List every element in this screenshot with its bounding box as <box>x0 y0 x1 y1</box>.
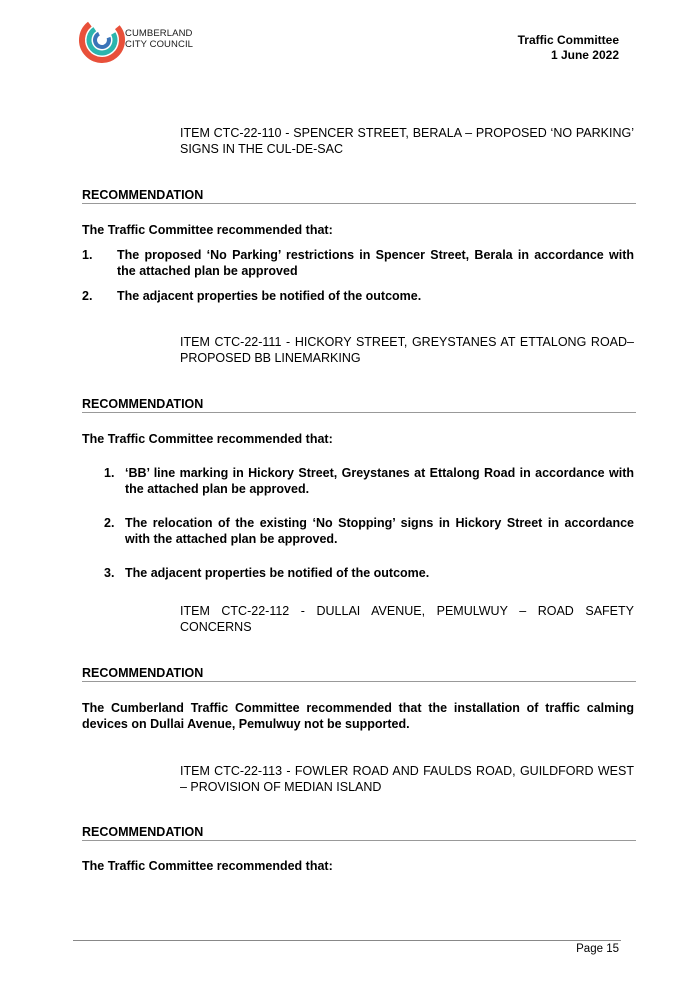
meeting-header <box>518 33 619 63</box>
page-number: Page 15 <box>576 943 619 955</box>
recommendation-intro: The Traffic Committee recommended that: <box>82 223 333 237</box>
section-heading: RECOMMENDATION <box>82 188 636 204</box>
council-name-line2: CITY COUNCIL <box>125 39 194 50</box>
recommendation-intro: The Traffic Committee recommended that: <box>82 432 333 446</box>
item-title: ITEM CTC-22-111 - HICKORY STREET, GREYSTANES AT ETTALONG ROAD– PROPOSED BB LINEMARKING <box>180 335 634 365</box>
meeting-date: 1 June 2022 <box>550 48 619 62</box>
list-item <box>82 288 634 304</box>
list-text: The relocation of the existing ‘No Stopping’ signs in Hickory Street in accordance with the attached plan be approved. <box>125 516 634 546</box>
section-heading: RECOMMENDATION <box>82 397 636 413</box>
list-number: 1. <box>104 466 115 480</box>
list-number: 3. <box>104 566 115 580</box>
item-title: ITEM CTC-22-113 - FOWLER ROAD AND FAULDS ROAD, GUILDFORD WEST – PROVISION OF MEDIAN ISLAND <box>180 764 634 794</box>
list-text: The proposed ‘No Parking’ restrictions in Spencer Street, Berala in accordance with the attached plan be approved <box>117 248 634 278</box>
item-title: ITEM CTC-22-112 - DULLAI AVENUE, PEMULWUY – ROAD SAFETY CONCERNS <box>180 604 634 634</box>
list-text: The adjacent properties be notified of the outcome. <box>125 566 430 580</box>
list-item <box>104 465 634 497</box>
item-title: ITEM CTC-22-110 - SPENCER STREET, BERALA – PROPOSED ‘NO PARKING’ SIGNS IN THE CUL-DE-SAC <box>180 126 634 156</box>
list-number: 2. <box>104 516 115 530</box>
list-item <box>104 515 634 547</box>
list-text: The adjacent properties be notified of the outcome. <box>117 289 422 303</box>
list-number: 2. <box>82 289 93 303</box>
footer-divider <box>73 940 621 941</box>
recommendation-text: The Cumberland Traffic Committee recommended that the installation of traffic calming devices on Dullai Avenue, Pemulwuy not be supported. <box>82 701 634 731</box>
list-text: ‘BB’ line marking in Hickory Street, Greystanes at Ettalong Road in accordance with the attached plan be approved. <box>125 466 634 496</box>
section-heading: RECOMMENDATION <box>82 825 636 841</box>
list-item <box>82 247 634 279</box>
council-name-line1: CUMBERLAND <box>125 28 193 39</box>
list-number: 1. <box>82 248 93 262</box>
section-heading: RECOMMENDATION <box>82 666 636 682</box>
meeting-name: Traffic Committee <box>517 33 619 47</box>
list-item <box>104 565 634 581</box>
recommendation-intro: The Traffic Committee recommended that: <box>82 859 333 873</box>
council-name <box>125 28 193 50</box>
